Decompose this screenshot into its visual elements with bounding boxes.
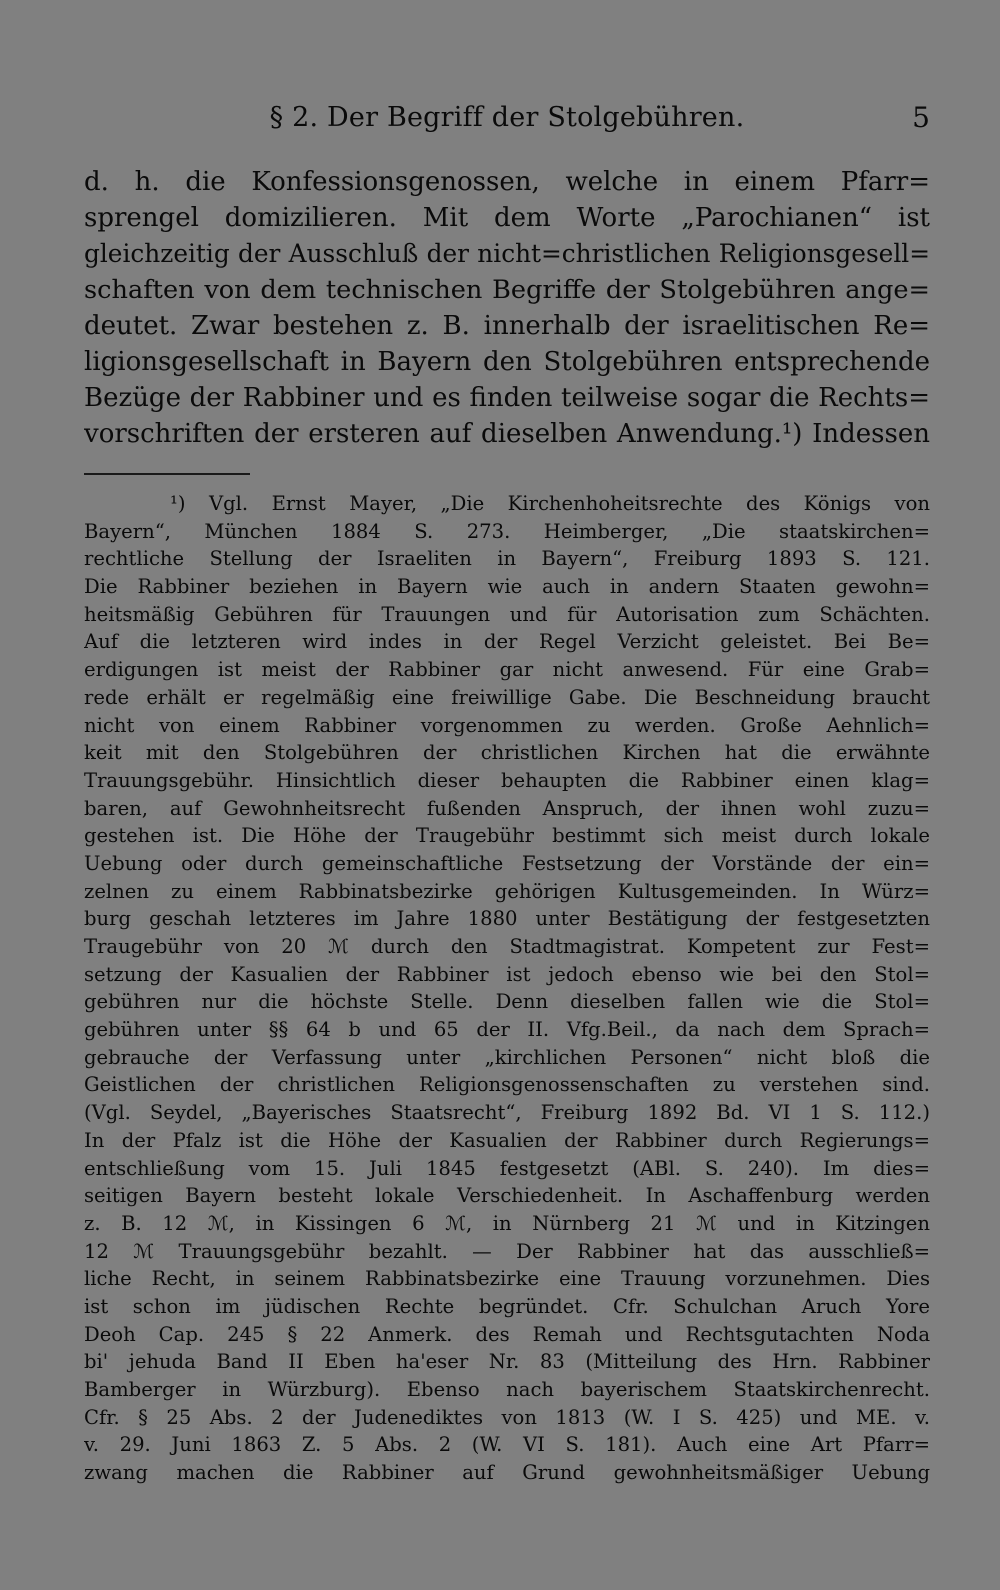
footnote-line: Geistlichen der christlichen Religionsgenossenschaften zu verstehen sind.: [84, 1073, 930, 1097]
footnote-line: z. B. 12 ℳ, in Kissingen 6 ℳ, in Nürnberg 21 ℳ und in Kitzingen: [84, 1211, 930, 1235]
footnote-divider: [84, 473, 250, 475]
footnote-line: zwang machen die Rabbiner auf Grund gewohnheitsmäßiger Uebung: [84, 1461, 930, 1485]
footnote-line: v. 29. Juni 1863 Z. 5 Abs. 2 (W. VI S. 181). Auch eine Art Pfarr=: [84, 1433, 930, 1457]
footnote-line: gebrauche der Verfassung unter „kirchlichen Personen“ nicht bloß die: [84, 1045, 930, 1069]
footnote-line: gebühren unter §§ 64 b und 65 der II. Vfg.Beil., da nach dem Sprach=: [84, 1018, 930, 1042]
footnote-line: Bayern“, München 1884 S. 273. Heimberger, „Die staatskirchen=: [84, 519, 930, 543]
footnote-line: 12 ℳ Trauungsgebühr bezahlt. — Der Rabbiner hat das ausschließ=: [84, 1239, 930, 1263]
footnote-line: rechtliche Stellung der Israeliten in Bayern“, Freiburg 1893 S. 121.: [84, 547, 930, 571]
body-line: gleichzeitig der Ausschluß der nicht=christlichen Religionsgesell=: [84, 239, 930, 268]
footnote-line: In der Pfalz ist die Höhe der Kasualien der Rabbiner durch Regierungs=: [84, 1128, 930, 1152]
header-title: § 2. Der Begriff der Stolgebühren.: [269, 102, 745, 133]
footnote-line: gestehen ist. Die Höhe der Traugebühr bestimmt sich meist durch lokale: [84, 824, 930, 848]
footnote-line: Trauungsgebühr. Hinsichtlich dieser behaupten die Rabbiner einen klag=: [84, 768, 930, 792]
footnote-line: Auf die letzteren wird indes in der Regel Verzicht geleistet. Bei Be=: [84, 630, 930, 654]
footnote-line: heitsmäßig Gebühren für Trauungen und für Autorisation zum Schächten.: [84, 602, 930, 626]
footnote-line: zelnen zu einem Rabbinatsbezirke gehörigen Kultusgemeinden. In Würz=: [84, 879, 930, 903]
footnote-line: ¹) Vgl. Ernst Mayer, „Die Kirchenhoheitsrechte des Königs von: [170, 492, 930, 515]
footnote-line: Die Rabbiner beziehen in Bayern wie auch in andern Staaten gewohn=: [84, 575, 930, 599]
footnote-block: [84, 490, 930, 1487]
body-line: vorschriften der ersteren auf dieselben Anwendung.¹) Indessen: [84, 419, 930, 449]
footnote-line: erdigungen ist meist der Rabbiner gar nicht anwesend. Für eine Grab=: [84, 658, 930, 682]
main-text: [84, 164, 930, 452]
footnote-line: setzung der Kasualien der Rabbiner ist jedoch ebenso wie bei den Stol=: [84, 962, 930, 986]
footnote-line: gebühren nur die höchste Stelle. Denn dieselben fallen wie die Stol=: [84, 990, 930, 1014]
footnote-line: (Vgl. Seydel, „Bayerisches Staatsrecht“, Freiburg 1892 Bd. VI 1 S. 112.): [84, 1101, 930, 1125]
footnote-line: baren, auf Gewohnheitsrecht fußenden Anspruch, der ihnen wohl zuzu=: [84, 796, 930, 820]
footnote-line: liche Recht, in seinem Rabbinatsbezirke eine Trauung vorzunehmen. Dies: [84, 1267, 930, 1291]
footnote-line: keit mit den Stolgebühren der christlichen Kirchen hat die erwähnte: [84, 741, 930, 765]
footnote-line: Traugebühr von 20 ℳ durch den Stadtmagistrat. Kompetent zur Fest=: [84, 935, 930, 958]
footnote-line: entschließung vom 15. Juli 1845 festgesetzt (ABl. S. 240). Im dies=: [84, 1156, 930, 1180]
body-line: deutet. Zwar bestehen z. B. innerhalb der israelitischen Re=: [84, 311, 930, 341]
footnote-line: Cfr. § 25 Abs. 2 der Judenediktes von 1813 (W. I S. 425) und ME. v.: [84, 1405, 930, 1429]
body-line: schaften von dem technischen Begriffe der Stolgebühren ange=: [84, 275, 930, 305]
running-header: [84, 96, 930, 140]
footnote-line: burg geschah letzteres im Jahre 1880 unter Bestätigung der festgesetzten: [84, 907, 930, 931]
footnote-line: Bamberger in Würzburg). Ebenso nach bayerischem Staatskirchenrecht.: [84, 1378, 930, 1401]
body-line: sprengel domizilieren. Mit dem Worte „Parochianen“ ist: [84, 203, 930, 233]
footnote-line: Uebung oder durch gemeinschaftliche Festsetzung der Vorstände der ein=: [84, 851, 930, 875]
footnote-line: bi' jehuda Band II Eben ha'eser Nr. 83 (Mitteilung des Hrn. Rabbiner: [84, 1350, 930, 1374]
body-line: d. h. die Konfessionsgenossen, welche in einem Pfarr=: [84, 167, 930, 197]
footnote-line: nicht von einem Rabbiner vorgenommen zu werden. Große Aehnlich=: [84, 713, 930, 737]
page-number: 5: [912, 101, 930, 134]
body-line: ligionsgesellschaft in Bayern den Stolgebühren entsprechende: [84, 347, 930, 377]
body-line: Bezüge der Rabbiner und es finden teilweise sogar die Rechts=: [84, 383, 930, 413]
footnote-line: rede erhält er regelmäßig eine freiwillige Gabe. Die Beschneidung braucht: [84, 685, 930, 709]
footnote-line: Deoh Cap. 245 § 22 Anmerk. des Remah und Rechtsgutachten Noda: [84, 1322, 930, 1346]
footnote-line: seitigen Bayern besteht lokale Verschiedenheit. In Aschaffenburg werden: [84, 1184, 930, 1208]
footnote-line: ist schon im jüdischen Rechte begründet. Cfr. Schulchan Aruch Yore: [84, 1294, 930, 1318]
